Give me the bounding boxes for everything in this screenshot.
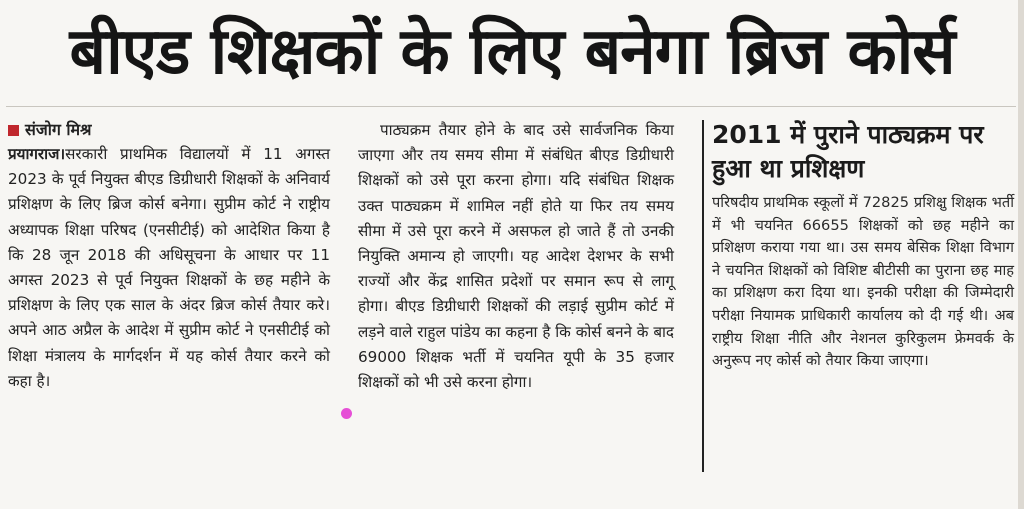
article-column-2 bbox=[358, 118, 674, 395]
sidebar-box bbox=[712, 118, 1014, 373]
sidebar-divider bbox=[702, 120, 704, 472]
sidebar-body: परिषदीय प्राथमिक स्कूलों में 72825 प्रशिक्षु शिक्षक भर्ती में भी चयनित 66655 शिक्षकों को छह महीने का प्रशिक्षण कराया गया था। उस समय बेसिक शिक्षा विभाग ने चयनित शिक्षकों को विशिष्ट बीटीसी का पुराना छह माह का प्रशिक्षण करा दिया था। इनकी परीक्षा की जिम्मेदारी परीक्षा नियामक प्राधिकारी कार्यालय को दी गई थी। अब राष्ट्रीय शिक्षा नीति और नेशनल कुरिकुलम फ्रेमवर्क के अनुरूप नए कोर्स को तैयार किया जाएगा। bbox=[712, 194, 1014, 370]
byline-marker-icon bbox=[8, 125, 19, 136]
dateline: प्रयागराज। bbox=[8, 145, 66, 163]
column-1-paragraph bbox=[8, 142, 330, 394]
byline-author: संजोग मिश्र bbox=[25, 120, 92, 139]
headline-divider bbox=[6, 106, 1016, 107]
column-1-text: सरकारी प्राथमिक विद्यालयों में 11 अगस्त 2023 के पूर्व नियुक्त बीएड डिग्रीधारी शिक्षकों के अनिवार्य प्रशिक्षण के लिए ब्रिज कोर्स बनेगा। सुप्रीम कोर्ट ने राष्ट्रीय अध्यापक शिक्षा परिषद (एनसीटीई) को आदेशित किया है कि 28 जून 2018 की अधिसूचना के आधार पर 11 अगस्त 2023 से पूर्व नियुक्त शिक्षकों के छह महीने के प्रशिक्षण के लिए एक साल के अंदर ब्रिज कोर्स तैयार करे। अपने आठ अप्रैल के आदेश में सुप्रीम कोर्ट ने एनसीटीई को शिक्षा मंत्रालय के मार्गदर्शन में यह कोर्स तैयार करने को कहा है। bbox=[8, 145, 330, 390]
pink-marker-dot bbox=[341, 408, 352, 419]
column-2-text: पाठ्यक्रम तैयार होने के बाद उसे सार्वजनिक किया जाएगा और तय समय सीमा में संबंधित बीएड डिग्रीधारी शिक्षकों को उसे पूरा करना होगा। यदि संबंधित शिक्षक उक्त पाठ्यक्रम में शामिल नहीं होते या फिर तय समय सीमा में उसे पूरा करने में असफल हो जाते हैं तो उनकी नियुक्ति अमान्य हो जाएगी। यह आदेश देशभर के सभी राज्यों और केंद्र शासित प्रदेशों पर समान रूप से लागू होगा। बीएड डिग्रीधारी शिक्षकों की लड़ाई सुप्रीम कोर्ट में लड़ने वाले राहुल पांडेय का कहना है कि कोर्स बनने के बाद 69000 शिक्षक भर्ती में चयनित यूपी के 35 हजार शिक्षकों को भी उसे करना होगा। bbox=[358, 121, 674, 392]
page-edge bbox=[1018, 0, 1024, 509]
sidebar-heading: 2011 में पुराने पाठ्यक्रम पर हुआ था प्रशिक्षण bbox=[712, 120, 984, 183]
byline bbox=[8, 118, 330, 142]
article-column-1 bbox=[8, 118, 330, 394]
article-headline: बीएड शिक्षकों के लिए बनेगा ब्रिज कोर्स bbox=[69, 15, 955, 89]
